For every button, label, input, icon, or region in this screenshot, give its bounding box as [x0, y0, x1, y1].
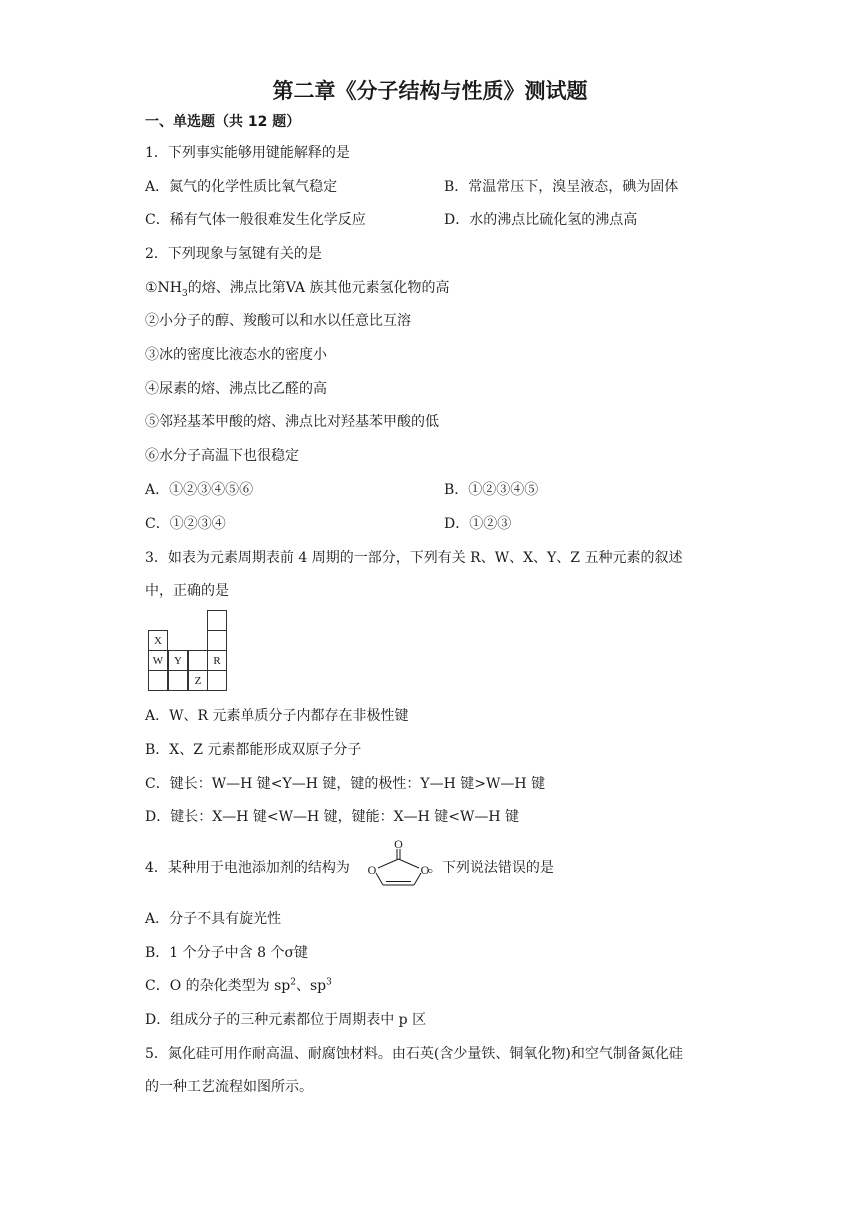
- question-3-option-c: C．键长：W—H 键<Y—H 键，键的极性：Y—H 键>W—H 键: [145, 776, 546, 792]
- question-4-option-a: A．分子不具有旋光性: [145, 911, 282, 927]
- question-2-option-d: D．①②③: [444, 516, 512, 532]
- question-2-item-3: ③冰的密度比液态水的密度小: [145, 347, 327, 363]
- item-1-rest: 的熔、沸点比第VA 族其他元素氢化物的高: [187, 280, 450, 296]
- question-5-stem-line-1: 5．氮化硅可用作耐高温、耐腐蚀材料。由石英(含少量铁、铜氧化物)和空气制备氮化硅: [145, 1046, 683, 1062]
- molecule-oxygen-top: O: [394, 838, 403, 851]
- element-w-label: W: [152, 655, 164, 667]
- question-2-item-5: ⑤邻羟基苯甲酸的熔、沸点比对羟基苯甲酸的低: [145, 414, 439, 430]
- question-3-stem-line-2: 中，正确的是: [145, 583, 229, 599]
- question-2-item-2: ②小分子的醇、羧酸可以和水以任意比互溶: [145, 313, 411, 329]
- question-2-item-4: ④尿素的熔、沸点比乙醛的高: [145, 381, 327, 397]
- item-1-prefix: ①NH: [145, 280, 183, 296]
- section-heading: 一、单选题（共 12 题）: [145, 114, 301, 130]
- question-3-option-d: D．键长：X—H 键<W—H 键，键能：X—H 键<W—H 键: [145, 809, 520, 825]
- question-1-option-a: A．氮气的化学性质比氧气稳定: [145, 179, 338, 195]
- item-1-subscript: 3: [182, 288, 188, 299]
- question-4-stem-before: 4．某种用于电池添加剂的结构为: [145, 860, 350, 876]
- option-c-prefix: C．O 的杂化类型为 sp: [145, 978, 291, 994]
- question-5-stem-line-2: 的一种工艺流程如图所示。: [145, 1079, 313, 1095]
- question-4-option-b: B．1 个分子中含 8 个σ键: [145, 945, 309, 961]
- periodic-table-fragment: [148, 610, 228, 692]
- question-4-option-c: [145, 975, 332, 995]
- option-c-superscript-2: 3: [326, 977, 332, 988]
- element-x-label: X: [154, 635, 162, 647]
- question-4-stem: [145, 857, 554, 877]
- molecule-oxygen-left: O: [367, 863, 377, 877]
- question-1-option-b: B．常温常压下，溴呈液态，碘为固体: [444, 179, 679, 195]
- molecule-oxygen-right: O: [420, 863, 430, 877]
- question-2-item-1: [145, 277, 449, 299]
- question-2-option-c: C．①②③④: [145, 516, 226, 532]
- element-y-label: Y: [174, 655, 182, 667]
- question-4-stem-after: 。下列说法错误的是: [427, 860, 554, 876]
- vinylene-carbonate-structure: [361, 838, 437, 892]
- question-2-option-b: B．①②③④⑤: [444, 482, 539, 498]
- question-1-option-c: C．稀有气体一般很难发生化学反应: [145, 212, 366, 228]
- question-2-item-6: ⑥水分子高温下也很稳定: [145, 448, 299, 464]
- element-z-label: Z: [194, 675, 202, 687]
- question-1-option-d: D．水的沸点比硫化氢的沸点高: [444, 212, 638, 228]
- element-r-label: R: [213, 655, 221, 667]
- option-c-middle: 、sp: [295, 978, 327, 994]
- option-c-superscript-1: 2: [290, 977, 296, 988]
- question-3-option-b: B．X、Z 元素都能形成双原子分子: [145, 742, 362, 758]
- question-2-option-a: A．①②③④⑤⑥: [145, 482, 254, 498]
- question-3-option-a: A．W、R 元素单质分子内都存在非极性键: [145, 708, 409, 724]
- question-1-stem: 1．下列事实能够用键能解释的是: [145, 145, 350, 161]
- question-3-stem-line-1: 3．如表为元素周期表前 4 周期的一部分，下列有关 R、W、X、Y、Z 五种元素的叙述: [145, 550, 683, 566]
- question-4-option-d: D．组成分子的三种元素都位于周期表中 p 区: [145, 1012, 427, 1028]
- question-2-stem: 2．下列现象与氢键有关的是: [145, 246, 322, 262]
- page-title: 第二章《分子结构与性质》测试题: [272, 79, 588, 103]
